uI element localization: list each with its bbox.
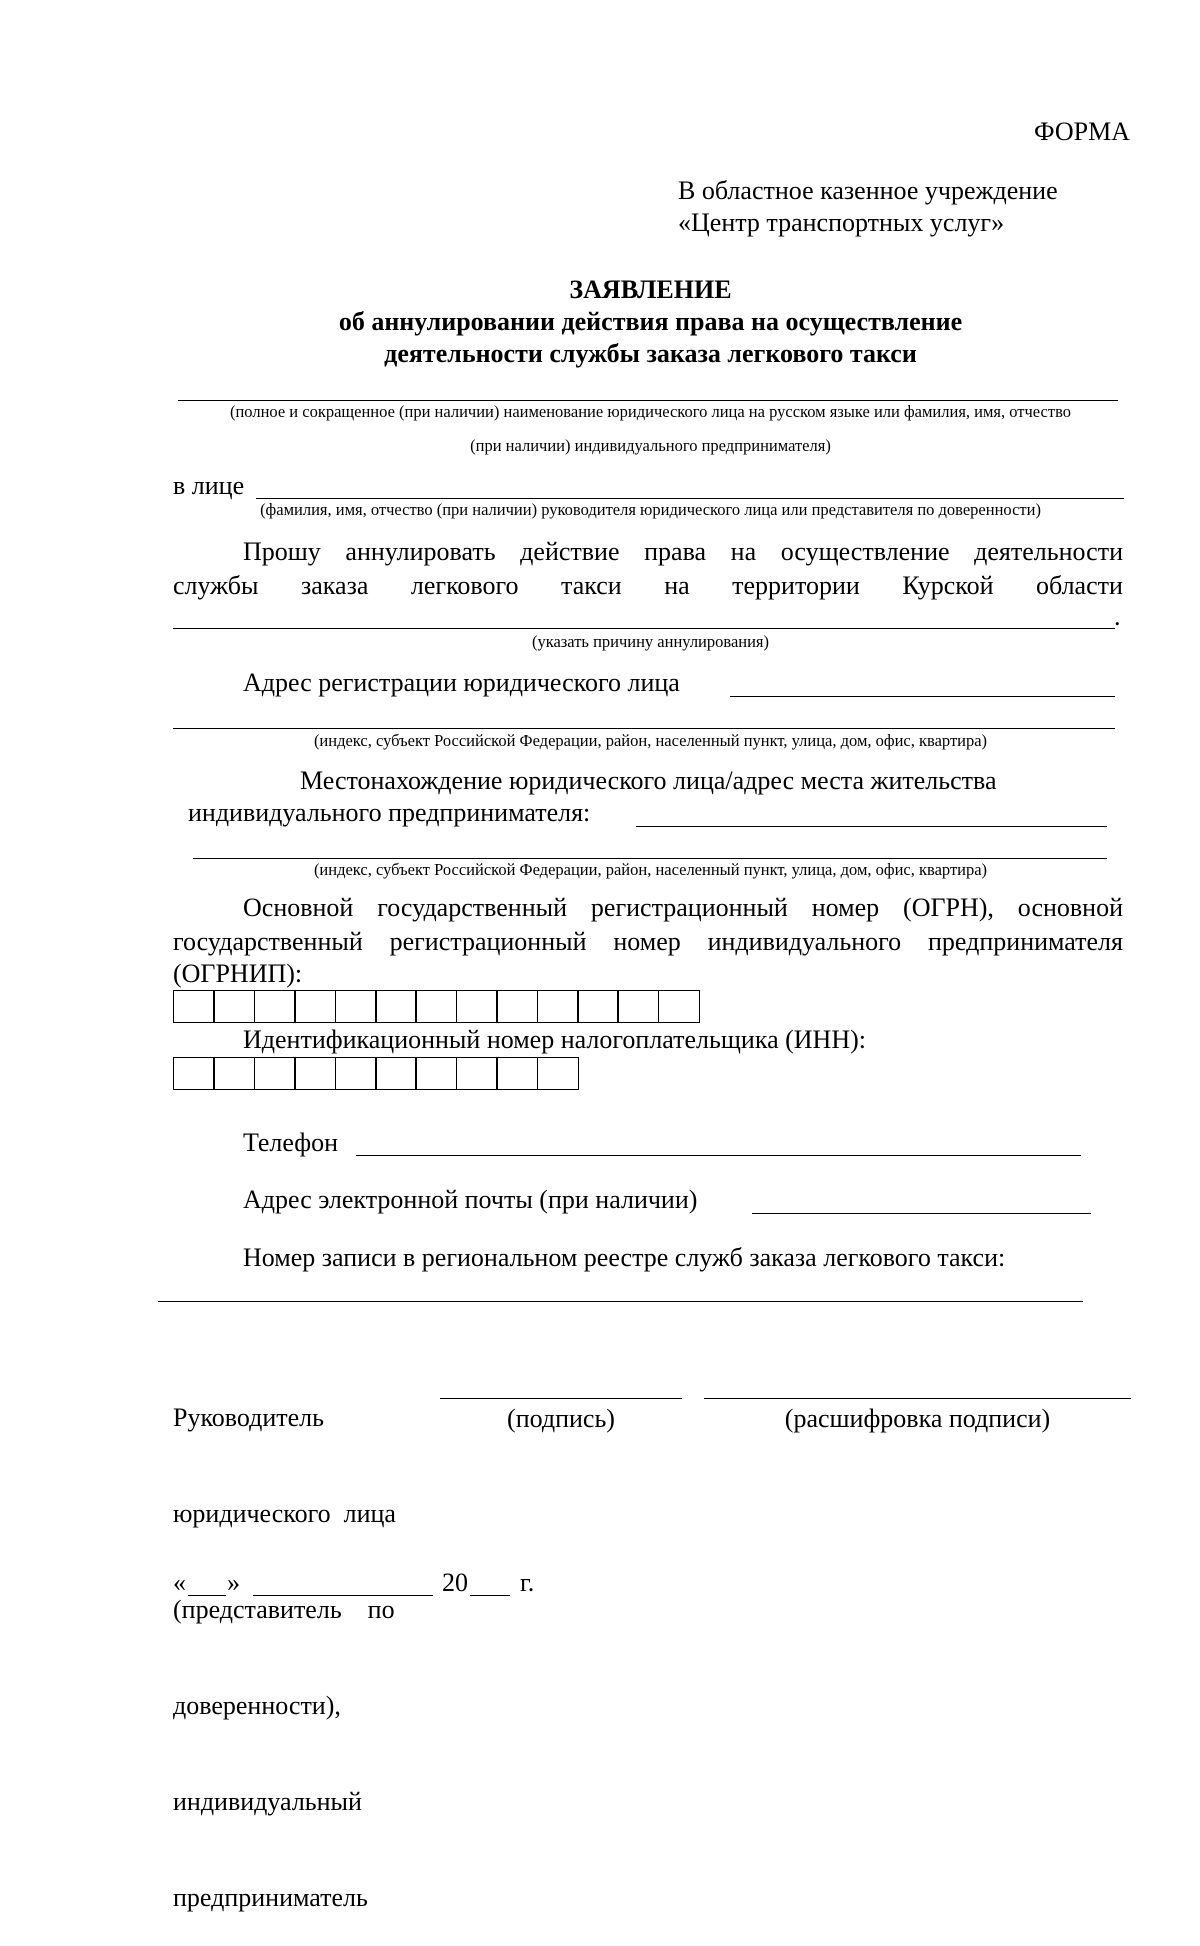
ogrn-line-2: государственный регистрационный номер индивидуального предпринимателя — [173, 927, 1123, 956]
signer-role-line: доверенности), — [173, 1691, 341, 1720]
representative-label: в лице — [173, 471, 245, 500]
digit-box[interactable] — [617, 990, 659, 1023]
digit-box[interactable] — [456, 990, 498, 1023]
digit-box[interactable] — [294, 990, 336, 1023]
addressee-line-1: В областное казенное учреждение — [678, 176, 1058, 205]
inn-boxes[interactable] — [173, 1057, 577, 1090]
digit-box[interactable] — [537, 990, 579, 1023]
digit-box[interactable] — [294, 1057, 336, 1090]
location-line-2: индивидуального предпринимателя: — [188, 798, 591, 827]
representative-hint: (фамилия, имя, отчество (при наличии) руководителя юридического лица или представителя по доверенности) — [260, 500, 1041, 519]
document-title: ЗАЯВЛЕНИЕ — [569, 275, 732, 304]
date-month-field[interactable] — [253, 1595, 433, 1596]
digit-box[interactable] — [375, 990, 417, 1023]
date-open-quote: « — [173, 1568, 186, 1597]
digit-box[interactable] — [375, 1057, 417, 1090]
signature-field[interactable] — [440, 1398, 682, 1399]
ogrn-line-3: (ОГРНИП): — [173, 959, 303, 988]
digit-box[interactable] — [335, 990, 377, 1023]
digit-box[interactable] — [496, 990, 538, 1023]
phone-label: Телефон — [243, 1128, 339, 1157]
request-word: территории — [732, 571, 860, 600]
date-year-prefix: 20 — [442, 1568, 468, 1597]
signer-role — [173, 1338, 423, 1946]
signature-decoding-field[interactable] — [704, 1398, 1131, 1399]
reg-address-hint: (индекс, субъект Российской Федерации, район, населенный пункт, улица, дом, офис, квартира) — [313, 731, 988, 750]
date-close-quote: » — [227, 1568, 240, 1597]
digit-box[interactable] — [456, 1057, 498, 1090]
form-label: ФОРМА — [1034, 117, 1130, 146]
location-field-1[interactable] — [636, 826, 1107, 827]
addressee-line-2: «Центр транспортных услуг» — [678, 208, 1005, 237]
digit-box[interactable] — [537, 1057, 579, 1090]
applicant-name-field[interactable] — [178, 400, 1118, 401]
email-field[interactable] — [752, 1213, 1091, 1214]
request-line-2 — [173, 570, 1123, 602]
applicant-hint-2: (при наличии) индивидуального предпринимателя) — [470, 436, 831, 455]
date-year-field[interactable] — [470, 1595, 510, 1596]
request-word: области — [1035, 571, 1123, 600]
inn-label: Идентификационный номер налогоплательщика (ИНН): — [243, 1025, 866, 1054]
reg-address-field-1[interactable] — [730, 696, 1115, 697]
digit-box[interactable] — [213, 1057, 255, 1090]
registry-label: Номер записи в региональном реестре служб заказа легкового такси: — [243, 1243, 1006, 1272]
digit-box[interactable] — [335, 1057, 377, 1090]
email-label: Адрес электронной почты (при наличии) — [243, 1185, 698, 1214]
digit-box[interactable] — [577, 990, 619, 1023]
location-line-1: Местонахождение юридического лица/адрес места жительства — [300, 766, 997, 795]
date-day-field[interactable] — [188, 1595, 226, 1596]
request-word: на — [664, 571, 690, 600]
document-subtitle-2: деятельности службы заказа легкового такси — [384, 339, 917, 368]
digit-box[interactable] — [415, 990, 457, 1023]
digit-box[interactable] — [254, 1057, 296, 1090]
representative-field[interactable] — [256, 498, 1124, 499]
location-field-2[interactable] — [193, 858, 1107, 859]
signer-role-line: индивидуальный — [173, 1787, 362, 1816]
signer-role-line: Руководитель — [173, 1403, 324, 1432]
request-word: легкового — [410, 571, 519, 600]
phone-field[interactable] — [356, 1155, 1081, 1156]
request-word: заказа — [301, 571, 369, 600]
date-year-suffix: г. — [520, 1568, 535, 1597]
request-word: службы — [173, 571, 259, 600]
digit-box[interactable] — [213, 990, 255, 1023]
request-word: Курской — [902, 571, 994, 600]
digit-box[interactable] — [496, 1057, 538, 1090]
ogrn-boxes[interactable] — [173, 990, 698, 1023]
digit-box[interactable] — [254, 990, 296, 1023]
applicant-hint-1: (полное и сокращенное (при наличии) наименование юридического лица на русском языке или фамилия, имя, отчество — [229, 402, 1072, 421]
signature-decoding-hint: (расшифровка подписи) — [784, 1404, 1051, 1433]
request-line-1: Прошу аннулировать действие права на осуществление деятельности — [243, 537, 1123, 566]
document-subtitle-1: об аннулировании действия права на осуществление — [338, 307, 963, 336]
digit-box[interactable] — [415, 1057, 457, 1090]
signer-role-line: (представитель по — [173, 1595, 395, 1624]
digit-box[interactable] — [173, 1057, 215, 1090]
location-hint: (индекс, субъект Российской Федерации, район, населенный пункт, улица, дом, офис, квартира) — [313, 860, 988, 879]
signature-hint: (подпись) — [507, 1404, 615, 1433]
digit-box[interactable] — [658, 990, 700, 1023]
signer-role-line: юридического лица — [173, 1499, 396, 1528]
digit-box[interactable] — [173, 990, 215, 1023]
request-word: такси — [561, 571, 622, 600]
registry-field[interactable] — [158, 1301, 1083, 1302]
signer-role-line: предприниматель — [173, 1883, 368, 1912]
reason-field[interactable] — [173, 628, 1115, 629]
reg-address-field-2[interactable] — [173, 728, 1115, 729]
ogrn-line-1: Основной государственный регистрационный номер (ОГРН), основной — [243, 893, 1123, 922]
reason-period: . — [1114, 602, 1121, 631]
reason-hint: (указать причину аннулирования) — [531, 632, 770, 651]
reg-address-label: Адрес регистрации юридического лица — [243, 668, 680, 697]
